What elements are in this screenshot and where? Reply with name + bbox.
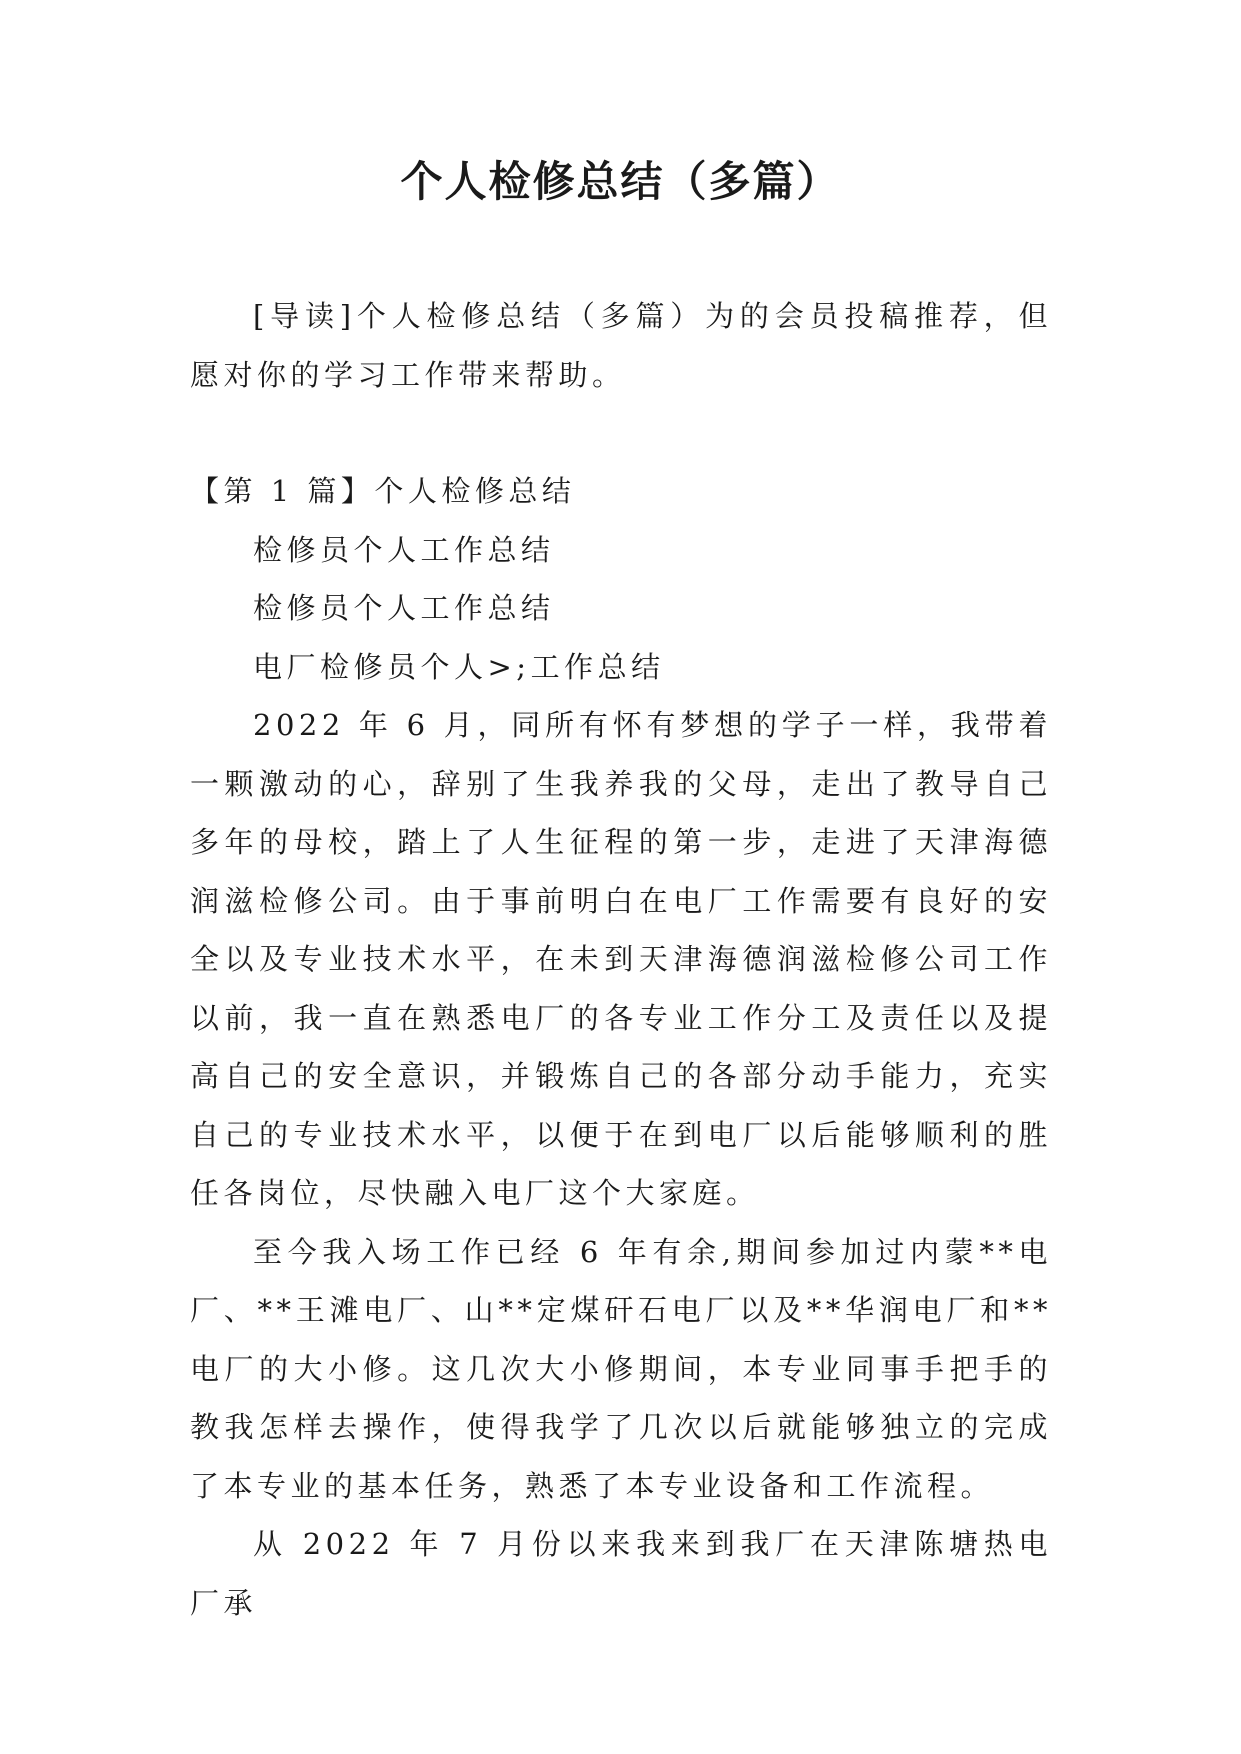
intro-paragraph: [导读]个人检修总结（多篇）为的会员投稿推荐，但愿对你的学习工作带来帮助。 [190,299,1052,392]
intro-block [190,287,1052,404]
section-heading: 【第 1 篇】个人检修总结 [190,474,576,508]
body-paragraph: 至今我入场工作已经 6 年有余,期间参加过内蒙**电厂、**王滩电厂、山**定煤矸石电厂以及**华润电厂和**电厂的大小修。这几次大小修期间，本专业同事手把手的教我怎样去操作，使得我学了几次以后就能够独立的完成了本专业的基本任务，熟悉了本专业设备和工作流程。 [190,1234,1052,1503]
body-paragraph: 2022 年 6 月，同所有怀有梦想的学子一样，我带着一颗激动的心，辞别了生我养我的父母，走出了教导自己多年的母校，踏上了人生征程的第一步，走进了天津海德润滋检修公司。由于事前明白在电厂工作需要有良好的安全以及专业技术水平，在未到天津海德润滋检修公司工作以前，我一直在熟悉电厂的各专业工作分工及责任以及提高自己的安全意识，并锻炼自己的各部分动手能力，充实自己的专业技术水平，以便于在到电厂以后能够顺利的胜任各岗位，尽快融入电厂这个大家庭。 [190,708,1052,1210]
sub-line: 检修员个人工作总结 [253,532,555,567]
section-1 [190,462,1052,1632]
document-title: 个人检修总结（多篇） [400,157,841,206]
sub-line: 检修员个人工作总结 [253,591,555,625]
body-paragraph: 从 2022 年 7 月份以来我来到我厂在天津陈塘热电厂承 [190,1527,1052,1620]
sub-line: 电厂检修员个人>;工作总结 [253,649,665,684]
